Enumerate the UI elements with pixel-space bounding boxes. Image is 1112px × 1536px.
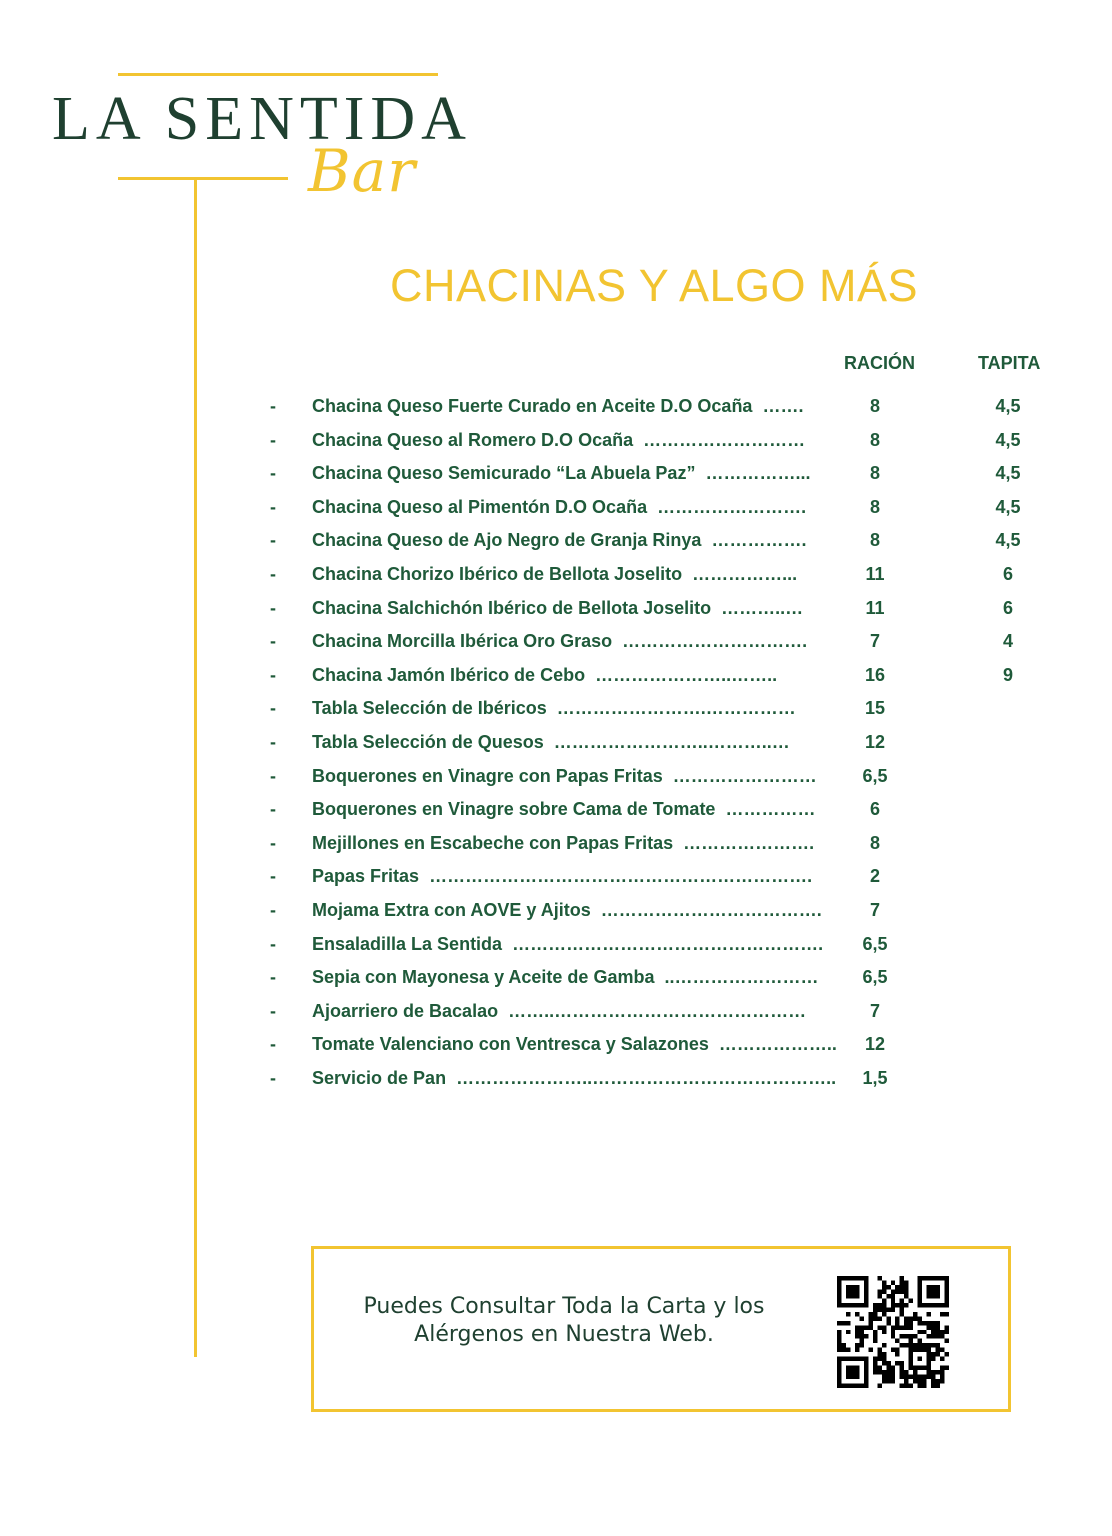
bullet-dash: -: [270, 530, 276, 551]
menu-list: [270, 394, 1090, 1099]
item-leader-dots: ………..…: [721, 597, 804, 618]
item-price-tapita: 4,5: [995, 396, 1021, 416]
bullet-dash: -: [270, 731, 276, 752]
item-leader-dots: …………………….: [657, 496, 807, 517]
bullet-dash: -: [270, 563, 276, 584]
item-label: Boquerones en Vinagre con Papas Fritas: [312, 765, 663, 786]
item-leader-dots: ……………………: [672, 765, 817, 786]
bullet-dash: -: [270, 396, 276, 416]
item-name: [312, 1032, 837, 1056]
list-item: [270, 764, 1090, 798]
item-price-tapita: 6: [1002, 597, 1013, 618]
item-leader-dots: ……………………………….: [600, 899, 822, 920]
item-price-racion: 8: [869, 429, 880, 450]
item-leader-dots: ………………………: [643, 429, 806, 450]
item-price-tapita: 6: [1002, 563, 1013, 584]
item-name: [312, 797, 815, 821]
item-name: [312, 999, 806, 1023]
item-name: [312, 696, 796, 720]
list-item: [270, 596, 1090, 630]
item-price-racion: 12: [864, 731, 886, 752]
bullet-dash: -: [270, 1034, 276, 1055]
item-price-racion: 8: [869, 463, 880, 484]
item-label: Servicio de Pan: [312, 1067, 447, 1088]
item-price-racion: 6: [869, 799, 880, 820]
bullet-dash: -: [270, 496, 276, 517]
bullet-dash: -: [270, 631, 276, 652]
item-price-racion: 6,5: [862, 967, 888, 988]
item-price-racion: 7: [869, 1000, 880, 1021]
item-label: Boquerones en Vinagre sobre Cama de Tomate: [312, 799, 716, 820]
bullet-dash: -: [270, 1067, 276, 1088]
item-leader-dots: ……………: [725, 799, 816, 820]
item-price-tapita: 4,5: [995, 496, 1021, 517]
list-item: [270, 495, 1090, 529]
item-name: [312, 461, 810, 485]
item-price-racion: 8: [869, 832, 880, 853]
item-price-racion: 8: [869, 396, 880, 416]
list-item: [270, 428, 1090, 462]
bullet-dash: -: [270, 1000, 276, 1021]
item-label: Chacina Jamón Ibérico de Cebo: [312, 664, 586, 685]
list-item: [270, 864, 1090, 898]
item-label: Papas Fritas: [312, 866, 420, 887]
item-label: Sepia con Mayonesa y Aceite de Gamba: [312, 967, 655, 988]
item-leader-dots: ..……………………: [664, 967, 819, 988]
list-item: [270, 797, 1090, 831]
bullet-dash: -: [270, 832, 276, 853]
info-text: [334, 1293, 794, 1349]
item-price-tapita: 4,5: [995, 463, 1021, 484]
item-leader-dots: ……………...: [692, 563, 798, 584]
column-header-racion: RACIÓN: [844, 353, 915, 373]
item-price-racion: 8: [869, 496, 880, 517]
item-price-racion: 16: [864, 664, 886, 685]
item-name: [312, 730, 790, 754]
list-item: [270, 394, 1090, 428]
qr-code-icon[interactable]: [837, 1276, 949, 1388]
item-name: [312, 764, 817, 788]
item-name: [312, 965, 818, 989]
item-price-racion: 11: [865, 563, 885, 584]
item-label: Ensaladilla La Sentida: [312, 933, 503, 954]
item-leader-dots: ………………….: [683, 832, 815, 853]
item-label: Ajoarriero de Bacalao: [312, 1000, 499, 1021]
item-name: [312, 663, 777, 687]
item-price-tapita: 4,5: [995, 530, 1021, 551]
bullet-dash: -: [270, 933, 276, 954]
header-top-line: [118, 73, 438, 76]
item-name: [312, 831, 814, 855]
list-item: [270, 1032, 1090, 1066]
bullet-dash: -: [270, 899, 276, 920]
item-leader-dots: …………………….……………: [556, 698, 796, 719]
item-leader-dots: ………………..: [718, 1034, 837, 1055]
list-item: [270, 898, 1090, 932]
item-price-racion: 6,5: [862, 765, 888, 786]
item-price-racion: 8: [869, 530, 880, 551]
item-leader-dots: ……………………..………..…: [553, 731, 790, 752]
item-price-tapita: 9: [1002, 664, 1013, 685]
bullet-dash: -: [270, 664, 276, 685]
item-label: Chacina Queso Fuerte Curado en Aceite D.O Ocaña: [312, 396, 753, 416]
item-price-racion: 12: [864, 1034, 886, 1055]
list-item: [270, 999, 1090, 1033]
item-name: [312, 1066, 836, 1090]
bullet-dash: -: [270, 799, 276, 820]
item-name: [312, 898, 822, 922]
item-price-tapita: 4,5: [995, 429, 1021, 450]
item-leader-dots: ……………...: [705, 463, 811, 484]
item-leader-dots: …………………..…………………………………..: [456, 1067, 837, 1088]
item-price-racion: 11: [865, 597, 885, 618]
header-bottom-line: [118, 177, 288, 180]
list-item: [270, 831, 1090, 865]
info-box: [311, 1246, 1011, 1412]
item-label: Chacina Queso Semicurado “La Abuela Paz”: [312, 463, 696, 484]
item-leader-dots: …………………………………………….: [512, 933, 824, 954]
item-name: [312, 864, 812, 888]
bullet-dash: -: [270, 866, 276, 887]
item-name: [312, 428, 805, 452]
section-title: CHACINAS Y ALGO MÁS: [390, 260, 919, 311]
item-price-racion: 6,5: [862, 933, 888, 954]
brand-subtitle: Bar: [308, 137, 416, 205]
item-label: Chacina Salchichón Ibérico de Bellota Joselito: [312, 597, 712, 618]
brand-name: LA SENTIDA: [52, 85, 472, 153]
item-price-racion: 15: [864, 698, 886, 719]
bullet-dash: -: [270, 429, 276, 450]
bullet-dash: -: [270, 698, 276, 719]
item-name: [312, 932, 823, 956]
list-item: [270, 730, 1090, 764]
item-leader-dots: …………………..……..: [595, 664, 778, 685]
item-leader-dots: …….: [762, 396, 804, 416]
info-line-2: Alérgenos en Nuestra Web.: [414, 1322, 714, 1347]
list-item: [270, 528, 1090, 562]
item-name: [312, 596, 803, 620]
item-price-racion: 7: [869, 899, 880, 920]
item-label: Chacina Queso al Pimentón D.O Ocaña: [312, 496, 648, 517]
item-name: [312, 629, 807, 653]
list-item: [270, 932, 1090, 966]
item-name: [312, 495, 806, 519]
item-name: [312, 394, 803, 418]
list-item: [270, 696, 1090, 730]
bullet-dash: -: [270, 597, 276, 618]
list-item: [270, 1066, 1090, 1100]
item-label: Tabla Selección de Ibéricos: [312, 698, 547, 719]
column-header-tapita: TAPITA: [978, 353, 1041, 373]
list-item: [270, 965, 1090, 999]
item-leader-dots: …………….: [711, 530, 807, 551]
list-item: [270, 562, 1090, 596]
item-price-racion: 1,5: [862, 1067, 888, 1088]
item-label: Mejillones en Escabeche con Papas Fritas: [312, 832, 674, 853]
item-price-racion: 7: [869, 631, 880, 652]
item-label: Tomate Valenciano con Ventresca y Salazones: [312, 1034, 709, 1055]
item-label: Chacina Morcilla Ibérica Oro Graso: [312, 631, 613, 652]
item-label: Mojama Extra con AOVE y Ajitos: [312, 899, 591, 920]
bullet-dash: -: [270, 765, 276, 786]
item-price-tapita: 4: [1002, 631, 1013, 652]
list-item: [270, 629, 1090, 663]
item-name: [312, 562, 797, 586]
item-leader-dots: ………………………….: [622, 631, 808, 652]
item-label: Chacina Queso de Ajo Negro de Granja Rinya: [312, 530, 702, 551]
bullet-dash: -: [270, 463, 276, 484]
item-leader-dots: ……..……………………………………: [508, 1000, 807, 1021]
item-name: [312, 528, 806, 552]
item-leader-dots: ……………………………………………………….: [429, 866, 813, 887]
info-line-1: Puedes Consultar Toda la Carta y los: [363, 1294, 765, 1319]
item-label: Tabla Selección de Quesos: [312, 731, 544, 752]
bullet-dash: -: [270, 967, 276, 988]
item-price-racion: 2: [869, 866, 880, 887]
vertical-line: [194, 177, 197, 1357]
item-label: Chacina Queso al Romero D.O Ocaña: [312, 429, 634, 450]
list-item: [270, 663, 1090, 697]
list-item: [270, 461, 1090, 495]
item-label: Chacina Chorizo Ibérico de Bellota Joselito: [312, 563, 683, 584]
